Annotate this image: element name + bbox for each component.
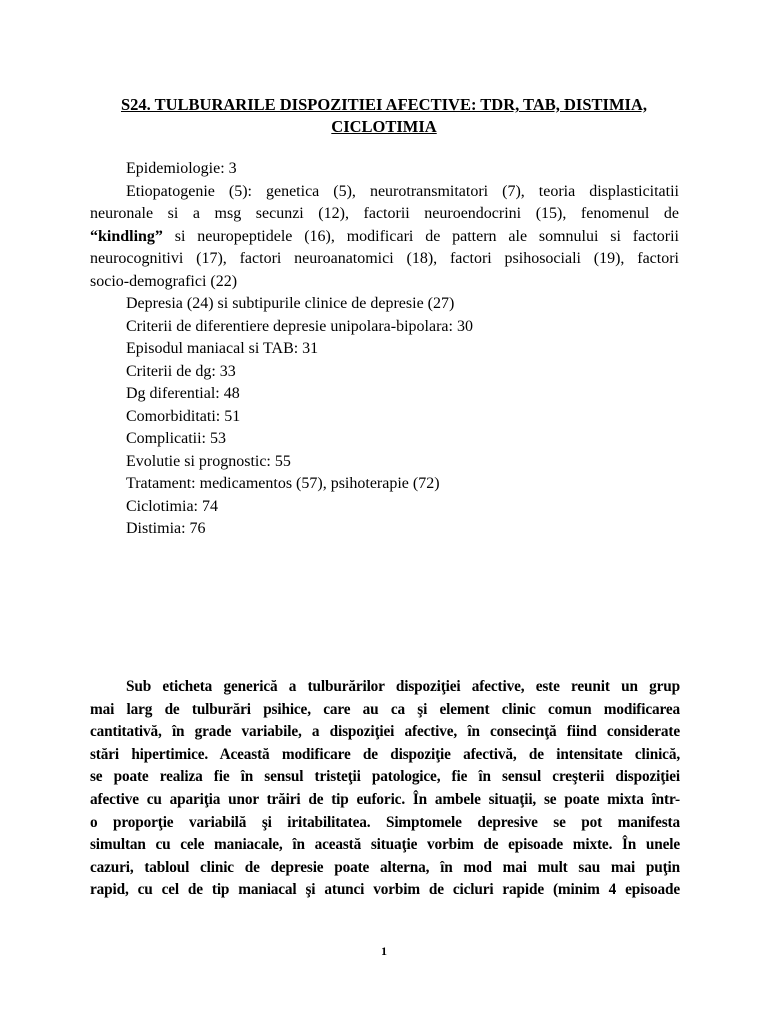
- etio-line-kindling: [90, 226, 679, 249]
- paragraph-line: o proporţie variabilă şi iritabilitatea. Simptomele depresive se pot manifesta: [90, 813, 680, 831]
- toc-item: Tratament: medicamentos (57), psihoterapie (72): [126, 475, 440, 492]
- toc-item: Depresia (24) si subtipurile clinice de depresie (27): [126, 295, 455, 312]
- paragraph-line: mai larg de tulburări psihice, care au ca şi element clinic comun modificarea: [90, 700, 680, 718]
- title-line-1: S24. TULBURARILE DISPOZITIEI AFECTIVE: TDR, TAB, DISTIMIA,: [120, 95, 647, 114]
- toc-etiopathogenesis: [90, 181, 679, 294]
- kindling-keyword: “kindling”: [90, 227, 163, 245]
- toc-item: Criterii de diferentiere depresie unipolara-bipolara: 30: [126, 317, 473, 335]
- paragraph-line: cazuri, tabloul clinic de depresie poate alterna, în mod mai mult sau mai puţin: [90, 858, 680, 876]
- toc-item: Distimia: 76: [126, 520, 206, 537]
- paragraph-line: stări hipertimice. Această modificare de dispoziţie afectivă, de intensitate clinică,: [90, 745, 680, 763]
- etio-line: neurocognitivi (17), factori neuroanatomici (18), factori psihosociali (19), factori: [90, 250, 679, 267]
- page-number: 1: [381, 944, 387, 958]
- toc-item: Ciclotimia: 74: [126, 497, 218, 515]
- paragraph-line: simultan cu cele maniacale, în această situaţie vorbim de episoade mixte. În unele: [90, 836, 680, 854]
- etio-line: neuronale si a msg secunzi (12), factorii neuroendocrini (15), fenomenul de: [90, 205, 679, 222]
- etio-line-rest: si neuropeptidele (16), modificari de pattern ale somnului si factorii: [174, 227, 680, 245]
- paragraph-line: Sub eticheta generică a tulburărilor dispoziţiei afective, este reunit un grup: [126, 678, 680, 695]
- etio-line: socio-demografici (22): [90, 272, 238, 290]
- toc-item: Criterii de dg: 33: [126, 362, 236, 380]
- body-paragraph: [90, 676, 680, 902]
- toc-item: Dg diferential: 48: [126, 385, 240, 402]
- table-of-contents: [90, 158, 679, 541]
- paragraph-line: cantitativă, în grade variabile, a dispoziţiei afective, în consecinţă fiind considerate: [90, 723, 680, 741]
- toc-item: Complicatii: 53: [126, 430, 226, 447]
- paragraph-line: se poate realiza fie în sensul tristeţii patologice, fie în sensul creşterii dispoziţiei: [90, 768, 680, 786]
- toc-item: Comorbiditati: 51: [126, 407, 241, 425]
- title-line-2: CICLOTIMIA: [331, 117, 437, 136]
- toc-item: Episodul maniacal si TAB: 31: [126, 340, 319, 357]
- toc-item: Evolutie si prognostic: 55: [126, 452, 291, 470]
- etio-line: Etiopatogenie (5): genetica (5), neurotransmitatori (7), teoria displasticitatii: [126, 182, 679, 200]
- toc-epidemiology: Epidemiologie: 3: [126, 160, 237, 177]
- paragraph-line: afective cu apariţia unor trăiri de tip euforic. În ambele situaţii, se poate mixta într-: [90, 790, 680, 808]
- page-title: [96, 94, 672, 138]
- paragraph-line: rapid, cu cel de tip maniacal şi atunci vorbim de cicluri rapide (minim 4 episoade: [90, 881, 680, 899]
